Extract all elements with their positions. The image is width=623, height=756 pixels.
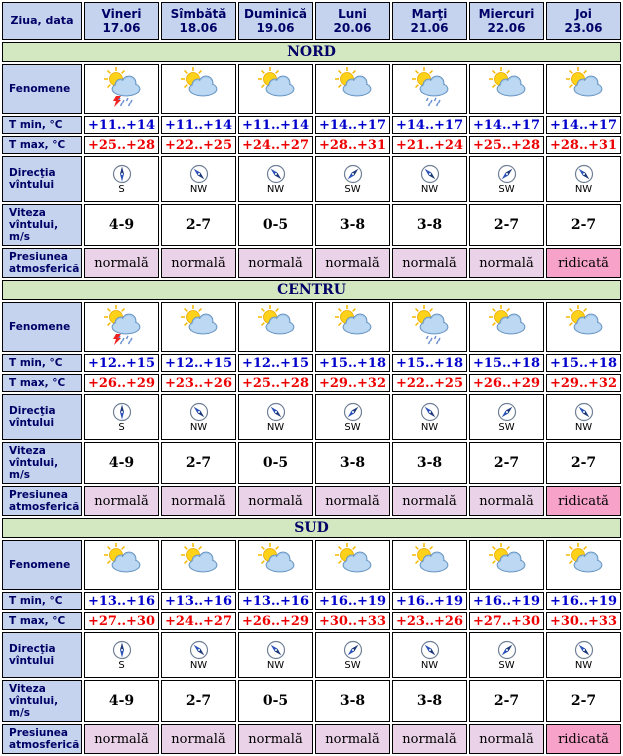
- day-date: 18.06: [179, 21, 218, 35]
- pressure-cell: normală: [392, 486, 467, 516]
- row-label-text: Viteza: [9, 445, 46, 457]
- wind-speed-cell: 2-7: [161, 680, 236, 722]
- wind-direction-text: SW: [344, 422, 361, 433]
- pressure-cell: normală: [84, 724, 159, 754]
- row-label-wind-direction: [2, 632, 82, 678]
- row-label-text: m/s: [9, 469, 31, 481]
- row-label-tmax: [2, 612, 82, 630]
- day-date: 17.06: [102, 21, 141, 35]
- tmax-cell: +25..+28: [238, 374, 313, 392]
- wind-direction-text: SW: [344, 660, 361, 671]
- wind-speed-cell: 2-7: [469, 204, 544, 246]
- row-label-phenomena: [2, 302, 82, 352]
- wind-speed-row: [2, 442, 621, 484]
- tmax-cell: +27..+30: [469, 612, 544, 630]
- pressure-cell: normală: [392, 724, 467, 754]
- row-label-text: vîntului,: [9, 695, 59, 707]
- wind-compass: [343, 402, 363, 422]
- wind-direction-text: NW: [266, 184, 285, 195]
- day-header: [238, 2, 313, 40]
- tmin-cell: +12..+15: [84, 354, 159, 372]
- tmax-cell: +21..+24: [392, 136, 467, 154]
- row-label-text: m/s: [9, 707, 31, 719]
- wind-direction-cell: [469, 156, 544, 202]
- cloudy-sun-icon: [330, 568, 376, 587]
- tmin-cell: +15..+18: [469, 354, 544, 372]
- wind-speed-cell: 2-7: [546, 204, 621, 246]
- phenomena-cell: [392, 302, 467, 352]
- tmax-cell: +29..+32: [546, 374, 621, 392]
- tmax-cell: +26..+29: [238, 612, 313, 630]
- wind-speed-cell: 2-7: [161, 204, 236, 246]
- row-label-tmin: [2, 592, 82, 610]
- tmax-row: [2, 612, 621, 630]
- row-label-wind-speed: [2, 442, 82, 484]
- day-name: Marţi: [411, 7, 448, 21]
- rain-icon: [407, 92, 453, 111]
- row-label-text: atmosferică: [9, 263, 80, 275]
- day-name: Vineri: [101, 7, 142, 21]
- rain-storm-icon: [99, 330, 145, 349]
- phenomena-cell: [315, 540, 390, 590]
- row-label-text: m/s: [9, 231, 31, 243]
- phenomena-cell: [84, 64, 159, 114]
- wind-compass: [497, 402, 517, 422]
- wind-direction-cell: [315, 632, 390, 678]
- row-label-text: Direcţia: [9, 405, 56, 417]
- wind-direction-text: NW: [574, 660, 593, 671]
- phenomena-cell: [469, 302, 544, 352]
- pressure-row: [2, 486, 621, 516]
- region-row: [2, 518, 621, 538]
- wind-direction-text: NW: [574, 422, 593, 433]
- wind-direction-cell: [469, 632, 544, 678]
- pressure-cell: normală: [238, 724, 313, 754]
- row-label-text: Direcţia: [9, 643, 56, 655]
- wind-speed-cell: 3-8: [392, 680, 467, 722]
- wind-direction-text: SW: [344, 184, 361, 195]
- wind-compass: [497, 164, 517, 184]
- cloudy-sun-icon: [253, 330, 299, 349]
- row-label-pressure: [2, 724, 82, 754]
- tmax-cell: +22..+25: [161, 136, 236, 154]
- row-label-text: atmosferică: [9, 501, 80, 513]
- header-first-cell: Ziua, data: [2, 2, 82, 40]
- tmin-row: [2, 116, 621, 134]
- pressure-cell: ridicată: [546, 724, 621, 754]
- wind-direction-text: SW: [498, 422, 515, 433]
- phenomena-row: [2, 64, 621, 114]
- pressure-cell: normală: [161, 724, 236, 754]
- phenomena-cell: [84, 302, 159, 352]
- wind-direction-cell: [238, 632, 313, 678]
- tmin-cell: +13..+16: [161, 592, 236, 610]
- row-label-text: Fenomene: [9, 83, 71, 95]
- cloudy-sun-icon: [253, 568, 299, 587]
- cloudy-sun-icon: [561, 568, 607, 587]
- row-label-text: vîntului,: [9, 219, 59, 231]
- wind-direction-cell: [238, 394, 313, 440]
- pressure-cell: normală: [392, 248, 467, 278]
- wind-speed-cell: 2-7: [469, 442, 544, 484]
- pressure-cell: normală: [161, 486, 236, 516]
- wind-direction-text: NW: [574, 184, 593, 195]
- wind-compass: [112, 164, 132, 184]
- cloudy-sun-icon: [330, 92, 376, 111]
- wind-direction-text: NW: [189, 184, 208, 195]
- wind-speed-cell: 0-5: [238, 204, 313, 246]
- row-label-text: vîntului: [9, 417, 55, 429]
- tmin-cell: +14..+17: [469, 116, 544, 134]
- wind-compass: [420, 164, 440, 184]
- pressure-row: [2, 248, 621, 278]
- pressure-cell: normală: [238, 248, 313, 278]
- wind-direction-text: S: [118, 660, 125, 671]
- wind-compass: [112, 402, 132, 422]
- pressure-cell: ridicată: [546, 248, 621, 278]
- row-label-text: T max, °C: [9, 377, 66, 389]
- row-label-text: Presiunea: [9, 489, 69, 501]
- wind-direction-cell: [161, 156, 236, 202]
- row-label-text: Presiunea: [9, 727, 69, 739]
- tmin-cell: +12..+15: [161, 354, 236, 372]
- wind-compass: [574, 164, 594, 184]
- tmin-cell: +15..+18: [392, 354, 467, 372]
- wind-direction-text: SW: [498, 184, 515, 195]
- day-date: 21.06: [410, 21, 449, 35]
- wind-compass: [266, 640, 286, 660]
- rain-icon: [407, 330, 453, 349]
- wind-speed-cell: 3-8: [315, 204, 390, 246]
- pressure-row: [2, 724, 621, 754]
- wind-direction-cell: [161, 632, 236, 678]
- wind-speed-cell: 0-5: [238, 442, 313, 484]
- wind-compass: [343, 640, 363, 660]
- wind-direction-cell: [392, 156, 467, 202]
- wind-direction-cell: [84, 394, 159, 440]
- tmin-cell: +11..+14: [161, 116, 236, 134]
- pressure-cell: normală: [161, 248, 236, 278]
- wind-direction-row: [2, 632, 621, 678]
- wind-direction-text: SW: [498, 660, 515, 671]
- cloudy-sun-icon: [253, 92, 299, 111]
- row-label-wind-direction: [2, 156, 82, 202]
- row-label-text: Viteza: [9, 683, 46, 695]
- pressure-cell: normală: [469, 724, 544, 754]
- wind-direction-cell: [84, 632, 159, 678]
- wind-direction-cell: [392, 394, 467, 440]
- wind-compass: [189, 164, 209, 184]
- tmax-cell: +23..+26: [161, 374, 236, 392]
- cloudy-sun-icon: [484, 568, 530, 587]
- tmin-cell: +12..+15: [238, 354, 313, 372]
- tmin-cell: +16..+19: [469, 592, 544, 610]
- wind-speed-cell: 2-7: [546, 442, 621, 484]
- wind-speed-cell: 3-8: [315, 442, 390, 484]
- wind-compass: [574, 640, 594, 660]
- row-label-text: T max, °C: [9, 139, 66, 151]
- tmax-cell: +29..+32: [315, 374, 390, 392]
- row-label-text: Fenomene: [9, 321, 71, 333]
- phenomena-cell: [315, 64, 390, 114]
- cloudy-sun-icon: [484, 330, 530, 349]
- tmin-cell: +16..+19: [392, 592, 467, 610]
- phenomena-cell: [238, 64, 313, 114]
- wind-direction-text: NW: [420, 660, 439, 671]
- row-label-text: atmosferică: [9, 739, 80, 751]
- tmin-cell: +13..+16: [238, 592, 313, 610]
- phenomena-cell: [315, 302, 390, 352]
- pressure-cell: normală: [84, 486, 159, 516]
- wind-direction-cell: [84, 156, 159, 202]
- tmin-cell: +11..+14: [238, 116, 313, 134]
- row-label-wind-speed: [2, 680, 82, 722]
- row-label-wind-direction: [2, 394, 82, 440]
- row-label-text: T min, °C: [9, 119, 63, 131]
- phenomena-cell: [161, 540, 236, 590]
- wind-compass: [497, 640, 517, 660]
- cloudy-sun-icon: [176, 330, 222, 349]
- wind-speed-cell: 3-8: [392, 204, 467, 246]
- row-label-text: Direcţia: [9, 167, 56, 179]
- pressure-cell: normală: [315, 248, 390, 278]
- phenomena-row: [2, 302, 621, 352]
- tmax-cell: +28..+31: [546, 136, 621, 154]
- region-row: [2, 280, 621, 300]
- wind-speed-cell: 4-9: [84, 204, 159, 246]
- day-date: 22.06: [487, 21, 526, 35]
- row-label-pressure: [2, 248, 82, 278]
- pressure-cell: ridicată: [546, 486, 621, 516]
- tmin-row: [2, 592, 621, 610]
- wind-speed-cell: 4-9: [84, 680, 159, 722]
- wind-direction-cell: [161, 394, 236, 440]
- row-label-tmax: [2, 136, 82, 154]
- tmax-cell: +26..+29: [469, 374, 544, 392]
- day-date: 20.06: [333, 21, 372, 35]
- wind-direction-text: S: [118, 422, 125, 433]
- tmax-cell: +25..+28: [84, 136, 159, 154]
- wind-direction-text: NW: [266, 660, 285, 671]
- phenomena-cell: [546, 540, 621, 590]
- region-row: [2, 42, 621, 62]
- wind-compass: [266, 402, 286, 422]
- wind-speed-cell: 2-7: [161, 442, 236, 484]
- wind-direction-cell: [392, 632, 467, 678]
- tmin-cell: +14..+17: [392, 116, 467, 134]
- row-label-phenomena: [2, 64, 82, 114]
- cloudy-sun-icon: [407, 568, 453, 587]
- tmin-cell: +13..+16: [84, 592, 159, 610]
- wind-compass: [189, 640, 209, 660]
- row-label-text: vîntului: [9, 655, 55, 667]
- wind-speed-row: [2, 204, 621, 246]
- wind-direction-cell: [469, 394, 544, 440]
- phenomena-cell: [84, 540, 159, 590]
- tmin-cell: +16..+19: [315, 592, 390, 610]
- wind-speed-cell: 0-5: [238, 680, 313, 722]
- day-header: [161, 2, 236, 40]
- day-header: [546, 2, 621, 40]
- row-label-tmin: [2, 354, 82, 372]
- row-label-phenomena: [2, 540, 82, 590]
- phenomena-row: [2, 540, 621, 590]
- tmax-cell: +25..+28: [469, 136, 544, 154]
- cloudy-sun-icon: [99, 568, 145, 587]
- wind-direction-text: NW: [420, 184, 439, 195]
- wind-speed-cell: 4-9: [84, 442, 159, 484]
- wind-direction-text: NW: [189, 422, 208, 433]
- tmax-cell: +27..+30: [84, 612, 159, 630]
- row-label-text: vîntului: [9, 179, 55, 191]
- pressure-cell: normală: [315, 486, 390, 516]
- row-label-tmax: [2, 374, 82, 392]
- tmax-cell: +30..+33: [315, 612, 390, 630]
- row-label-text: T min, °C: [9, 595, 63, 607]
- wind-speed-cell: 2-7: [546, 680, 621, 722]
- wind-direction-text: NW: [266, 422, 285, 433]
- cloudy-sun-icon: [176, 568, 222, 587]
- pressure-cell: normală: [315, 724, 390, 754]
- wind-direction-cell: [546, 632, 621, 678]
- phenomena-cell: [469, 540, 544, 590]
- wind-direction-cell: [238, 156, 313, 202]
- phenomena-cell: [238, 540, 313, 590]
- day-name: Joi: [575, 7, 592, 21]
- tmin-cell: +16..+19: [546, 592, 621, 610]
- phenomena-cell: [392, 540, 467, 590]
- wind-compass: [112, 640, 132, 660]
- region-title: CENTRU: [2, 280, 621, 300]
- row-label-text: Fenomene: [9, 559, 71, 571]
- cloudy-sun-icon: [561, 92, 607, 111]
- row-label-pressure: [2, 486, 82, 516]
- day-name: Luni: [338, 7, 367, 21]
- wind-speed-cell: 3-8: [392, 442, 467, 484]
- tmax-cell: +24..+27: [161, 612, 236, 630]
- wind-direction-cell: [546, 394, 621, 440]
- wind-compass: [343, 164, 363, 184]
- tmin-cell: +11..+14: [84, 116, 159, 134]
- wind-compass: [574, 402, 594, 422]
- day-name: Duminică: [244, 7, 307, 21]
- day-name: Sîmbătă: [170, 7, 227, 21]
- tmax-row: [2, 374, 621, 392]
- phenomena-cell: [546, 302, 621, 352]
- wind-direction-cell: [315, 394, 390, 440]
- tmin-cell: +15..+18: [315, 354, 390, 372]
- wind-direction-text: S: [118, 184, 125, 195]
- row-label-text: T min, °C: [9, 357, 63, 369]
- tmax-cell: +24..+27: [238, 136, 313, 154]
- wind-direction-row: [2, 394, 621, 440]
- tmax-cell: +30..+33: [546, 612, 621, 630]
- pressure-cell: normală: [84, 248, 159, 278]
- row-label-wind-speed: [2, 204, 82, 246]
- row-label-text: Presiunea: [9, 251, 69, 263]
- day-header: [469, 2, 544, 40]
- wind-compass: [266, 164, 286, 184]
- pressure-cell: normală: [469, 486, 544, 516]
- day-header: [84, 2, 159, 40]
- day-date: 23.06: [564, 21, 603, 35]
- wind-direction-row: [2, 156, 621, 202]
- wind-speed-cell: 2-7: [469, 680, 544, 722]
- tmin-cell: +14..+17: [315, 116, 390, 134]
- day-header: [392, 2, 467, 40]
- wind-compass: [189, 402, 209, 422]
- row-label-tmin: [2, 116, 82, 134]
- tmin-cell: +14..+17: [546, 116, 621, 134]
- wind-direction-cell: [546, 156, 621, 202]
- phenomena-cell: [546, 64, 621, 114]
- day-name: Miercuri: [478, 7, 535, 21]
- pressure-cell: normală: [469, 248, 544, 278]
- pressure-cell: normală: [238, 486, 313, 516]
- cloudy-sun-icon: [176, 92, 222, 111]
- row-label-text: T max, °C: [9, 615, 66, 627]
- cloudy-sun-icon: [330, 330, 376, 349]
- region-title: NORD: [2, 42, 621, 62]
- phenomena-cell: [161, 302, 236, 352]
- cloudy-sun-icon: [484, 92, 530, 111]
- cloudy-sun-icon: [561, 330, 607, 349]
- wind-direction-cell: [315, 156, 390, 202]
- tmax-row: [2, 136, 621, 154]
- wind-speed-row: [2, 680, 621, 722]
- tmin-row: [2, 354, 621, 372]
- day-date: 19.06: [256, 21, 295, 35]
- row-label-text: vîntului,: [9, 457, 59, 469]
- row-label-text: Viteza: [9, 207, 46, 219]
- tmax-cell: +23..+26: [392, 612, 467, 630]
- tmax-cell: +26..+29: [84, 374, 159, 392]
- wind-compass: [420, 402, 440, 422]
- tmax-cell: +22..+25: [392, 374, 467, 392]
- phenomena-cell: [469, 64, 544, 114]
- wind-direction-text: NW: [420, 422, 439, 433]
- header-row: [2, 2, 621, 40]
- tmin-cell: +15..+18: [546, 354, 621, 372]
- day-header: [315, 2, 390, 40]
- rain-storm-icon: [99, 92, 145, 111]
- region-title: SUD: [2, 518, 621, 538]
- wind-speed-cell: 3-8: [315, 680, 390, 722]
- wind-direction-text: NW: [189, 660, 208, 671]
- tmax-cell: +28..+31: [315, 136, 390, 154]
- phenomena-cell: [392, 64, 467, 114]
- wind-compass: [420, 640, 440, 660]
- phenomena-cell: [161, 64, 236, 114]
- phenomena-cell: [238, 302, 313, 352]
